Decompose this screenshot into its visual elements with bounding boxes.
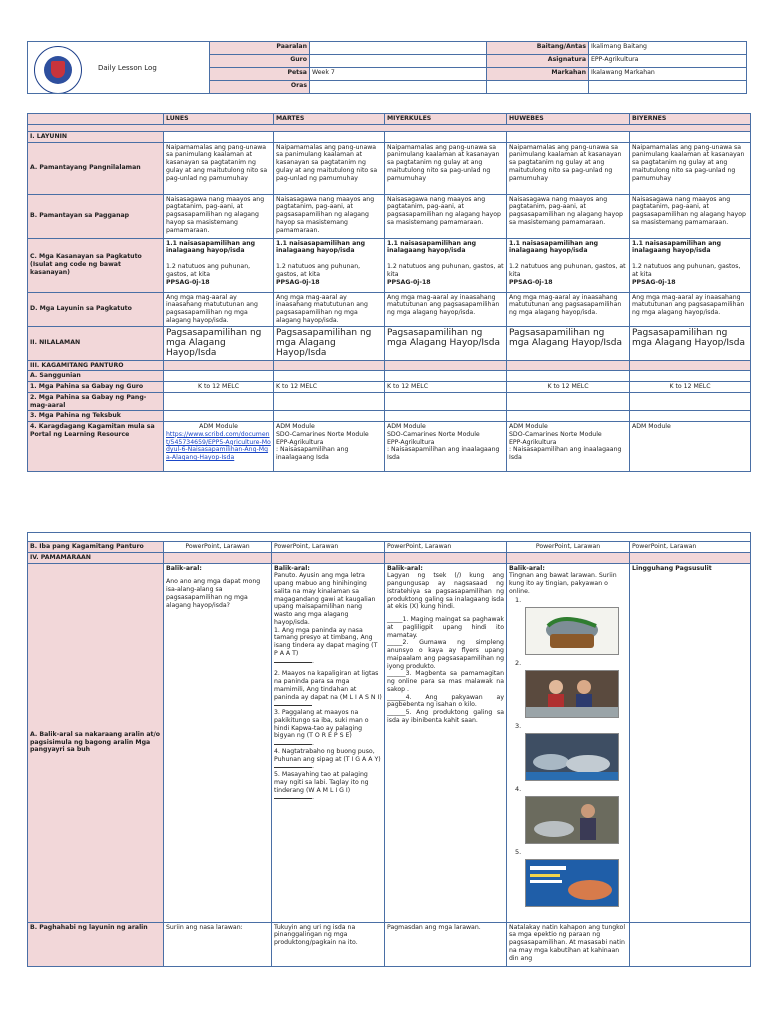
label-petsa: Petsa bbox=[210, 68, 310, 81]
b-miyerkules: Pagmasdan ang mga larawan. bbox=[385, 922, 507, 966]
lunes-resources: ADM Module https://www.scribd.com/document/545734659/EPP5-Agriculture-Modyul-6-Naisasapamilihan-Ang-Mga-Alagang-Hayop-Isda bbox=[164, 422, 274, 472]
paghahabi-label: B. Paghahabi ng layunin ng aralin bbox=[28, 922, 164, 966]
powerpoint-value: PowerPoint, Larawan bbox=[385, 542, 507, 553]
c-cell: 1.1 naisasapamilihan ang inalagaang hayop/isda 1.2 natutuos ang puhunan, gastos, at kita PPSAG-0j-18 bbox=[385, 238, 507, 292]
b-text: Naisasagawa nang maayos ang pagtatanim, pag-aani, at pagsasapamilihan ng alagang hayop sa masistemang pamamaraan. bbox=[164, 194, 274, 238]
value-baitang: Ikalimang Baitang bbox=[589, 42, 747, 55]
iba-kagamitan-label: B. Iba pang Kagamitang Panturo bbox=[28, 542, 164, 553]
vendors-image bbox=[525, 670, 619, 718]
a-text: Naipamamalas ang pang-unawa sa panimulang kaalaman at kasanayan sa pagtatanim ng gulay at ang maitutulong nito sa pag-unlad ng pamumuhay bbox=[164, 142, 274, 194]
nilalaman-text: Pagsasapamilihan ng mga Alagang Hayop/Isda bbox=[507, 326, 630, 360]
label-baitang: Baitang/Antas bbox=[487, 42, 589, 55]
melc-value: K to 12 MELC bbox=[507, 382, 630, 393]
nilalaman-text: Pagsasapamilihan ng mga Alagang Hayop/Isda bbox=[630, 326, 751, 360]
c-cell: 1.1 naisasapamilihan ang inalagaang hayop/isda 1.2 natutuos ang puhunan, gastos, at kita PPSAG-0j-18 bbox=[164, 238, 274, 292]
fish-market-image bbox=[525, 733, 619, 781]
powerpoint-value: PowerPoint, Larawan bbox=[630, 542, 751, 553]
value-asignatura: EPP-Agrikultura bbox=[589, 55, 747, 68]
c-cell: 1.1 naisasapamilihan ang inalagaang hayop/isda 1.2 natutuos ang puhunan, gastos, at kita PPSAG-0j-18 bbox=[630, 238, 751, 292]
nilalaman-text: Pagsasapamilihan ng mga Alagang Hayop/Isda bbox=[164, 326, 274, 360]
powerpoint-value: PowerPoint, Larawan bbox=[272, 542, 385, 553]
pamamaraan-label: IV. PAMAMARAAN bbox=[28, 552, 164, 563]
resources-cell: ADM Module SDO-Camarines Norte Module EPP-Agrikultura : Naisasapamilihan ang inaalagaang Isda bbox=[385, 422, 507, 472]
lunes-balik: Balik-aral: Ano ano ang mga dapat mong isa-alang-alang sa pagsasapamilihan ng mga alagang hayop/isda? bbox=[164, 563, 272, 922]
melc-value: K to 12 MELC bbox=[164, 382, 274, 393]
layunin-label: I. LAYUNIN bbox=[28, 131, 164, 142]
a-text: Naipamamalas ang pang-unawa sa panimulang kaalaman at kasanayan sa pagtatanim ng gulay at ang maitutulong nito sa pag-unlad ng pamumuhay bbox=[630, 142, 751, 194]
d-text: Ang mga mag-aaral ay inaasahang matututunan ang pagsasapamilihan ng mga alagang hayop/isda. bbox=[630, 292, 751, 326]
value-paaralan bbox=[310, 42, 487, 55]
b-text: Naisasagawa nang maayos ang pagtatanim, pag-aani, at pagsasapamilihan ng alagang hayop sa masistemang pamamaraan. bbox=[630, 194, 751, 238]
a-text: Naipamamalas ang pang-unawa sa panimulang kaalaman at kasanayan sa pagtatanim ng gulay at ang maitutulong nito sa pag-unlad ng pamumuhay bbox=[274, 142, 385, 194]
b-huwebes: Natalakay natin kahapon ang tungkol sa mga epektio ng paraan ng pagsasapamilihan. At masasabi natin na may mga kabutihan at kahinaan din ang bbox=[507, 922, 630, 966]
nilalaman-text: Pagsasapamilihan ng mga Alagang Hayop/Isda bbox=[385, 326, 507, 360]
powerpoint-value: PowerPoint, Larawan bbox=[164, 542, 272, 553]
c-cell: 1.1 naisasapamilihan ang inalagaang hayop/isda 1.2 natutuos ang puhunan, gastos, at kita PPSAG-0j-18 bbox=[507, 238, 630, 292]
day-huwebes: HUWEBES bbox=[507, 114, 630, 125]
label-markahan: Markahan bbox=[487, 68, 589, 81]
day-lunes: LUNES bbox=[164, 114, 274, 125]
pamantayan-pagganap-label: B. Pamantayan sa Pagganap bbox=[28, 194, 164, 238]
melc-value: K to 12 MELC bbox=[385, 382, 507, 393]
miyerkules-balik: Balik-aral: Lagyan ng tsek (/) kung ang pangungusap ay nagsasaad ng istratehiya sa pagsasapamilihan ng produktong galing sa inalagaang isda at ekis (X) kung hindi. _____1. Maging maingat sa paghawak at pagliligpit upang hindi ito mamatay. _____2. Gumawa ng simpleng anunsyo o kaya ay flyers upang maipaalam ang pagsasapamilihan ng iyong produkto. ______3. Magbenta sa pamamagitan ng online para sa mas malawak na sakop . ______4. Ang pakyawan ay pagbebenta ng isahan o kilo. ______5. Ang produktong galing sa isda ay ibinibenta kahit saan. bbox=[385, 563, 507, 922]
label-asignatura: Asignatura bbox=[487, 55, 589, 68]
value-guro bbox=[310, 55, 487, 68]
deped-seal-icon bbox=[34, 46, 82, 94]
pamantayang-pangnilalaman-label: A. Pamantayang Pangnilalaman bbox=[28, 142, 164, 194]
b-martes: Tukuyin ang uri ng isda na pinanggalingan ng mga produktong/pagkain na ito. bbox=[272, 922, 385, 966]
melc-value: K to 12 MELC bbox=[274, 382, 385, 393]
value-oras bbox=[310, 81, 487, 94]
d-text: Ang mga mag-aaral ay inaasahang matututunan ang pagsasapamilihan ng mga alagang hayop/isda. bbox=[274, 292, 385, 326]
header-table bbox=[27, 41, 747, 94]
dll-title: Daily Lesson Log bbox=[98, 64, 157, 72]
nilalaman-text: Pagsasapamilihan ng mga Alagang Hayop/Isda bbox=[274, 326, 385, 360]
nilalaman-label: II. NILALAMAN bbox=[28, 326, 164, 360]
label-oras: Oras bbox=[210, 81, 310, 94]
d-text: Ang mga mag-aaral ay inaasahang matututunan ang pagsasapamilihan ng mga alagang hayop/isda. bbox=[164, 292, 274, 326]
b-text: Naisasagawa nang maayos ang pagtatanim, pag-aani, at pagsasapamilihan ng alagang hayop sa masistemang pamamaraan. bbox=[274, 194, 385, 238]
logo-cell bbox=[28, 42, 210, 94]
label-guro: Guro bbox=[210, 55, 310, 68]
melc-value: K to 12 MELC bbox=[630, 382, 751, 393]
day-miyerkules: MIYERKULES bbox=[385, 114, 507, 125]
huwebes-balik: Balik-aral: Tingnan ang bawat larawan. Suriin kung ito ay tingian, pakyawan o online. 1. 2. 3. 4. 5. bbox=[507, 563, 630, 922]
gabay-pang-label: 2. Mga Pahina sa Gabay ng Pang-mag-aaral bbox=[28, 392, 164, 411]
kagamitan-label: III. KAGAMITANG PANTURO bbox=[28, 360, 164, 371]
online-fish-ad-image bbox=[525, 859, 619, 907]
fish-basket-image bbox=[525, 607, 619, 655]
fish-vendor-image bbox=[525, 796, 619, 844]
scribd-link[interactable]: https://www.scribd.com/document/545734659/EPP5-Agriculture-Modyul-6-Naisasapamilihan-Ang-Mga-Alagang-Hayop-Isda bbox=[166, 430, 271, 462]
a-text: Naipamamalas ang pang-unawa sa panimulang kaalaman at kasanayan sa pagtatanim ng gulay at ang maitutulong nito sa pag-unlad ng pamumuhay bbox=[385, 142, 507, 194]
sanggunian-label: A. Sanggunian bbox=[28, 371, 164, 382]
label-paaralan: Paaralan bbox=[210, 42, 310, 55]
day-biyernes: BIYERNES bbox=[630, 114, 751, 125]
value-petsa: Week 7 bbox=[310, 68, 487, 81]
gabay-guro-label: 1. Mga Pahina sa Gabay ng Guro bbox=[28, 382, 164, 393]
karagdagan-label: 4. Karagdagang Kagamitan mula sa Portal ng Learning Resource bbox=[28, 422, 164, 472]
lesson-table-part2 bbox=[27, 532, 751, 967]
value-markahan: Ikalawang Markahan bbox=[589, 68, 747, 81]
layunin-pagkatuto-label: D. Mga Layunin sa Pagkatuto bbox=[28, 292, 164, 326]
a-text: Naipamamalas ang pang-unawa sa panimulang kaalaman at kasanayan sa pagtatanim ng gulay at ang maitutulong nito sa pag-unlad ng pamumuhay bbox=[507, 142, 630, 194]
teksbuk-label: 3. Mga Pahina ng Teksbuk bbox=[28, 411, 164, 422]
c-cell: 1.1 naisasapamilihan ang inalagaang hayop/isda 1.2 natutuos ang puhunan, gastos, at kita PPSAG-0j-18 bbox=[274, 238, 385, 292]
b-lunes: Suriin ang nasa larawan: bbox=[164, 922, 272, 966]
kasanayan-label: C. Mga Kasanayan sa Pagkatuto (Isulat ang code ng bawat kasanayan) bbox=[28, 238, 164, 292]
linggohang-pagsusulit: Lingguhang Pagsusulit bbox=[630, 563, 751, 922]
lesson-table-part1 bbox=[27, 113, 751, 472]
b-text: Naisasagawa nang maayos ang pagtatanim, pag-aani, at pagsasapamilihan ng alagang hayop sa masistemang pamamaraan. bbox=[507, 194, 630, 238]
resources-cell: ADM Module SDO-Camarines Norte Module EPP-Agrikultura : Naisasapamilihan ang inaalagaang Isda bbox=[274, 422, 385, 472]
day-martes: MARTES bbox=[274, 114, 385, 125]
resources-cell: ADM Module SDO-Camarines Norte Module EPP-Agrikultura : Naisasapamilihan ang inaalagaang Isda bbox=[507, 422, 630, 472]
martes-balik: Balik-aral: Panuto. Ayusin ang mga letra upang mabuo ang hinihinging salita na may kinalaman sa magagandang gawi at kaugalian upang maisapamilihan nang wasto ang mga alagang hayop/isda. 1. Ang mga paninda ay nasa tamang presyo at timbang, Ang isang tindera ay dapat maging (T P A A T) . 2. Maayos na kapaligiran at ligtas na paninda para sa mga mamimili, Ang tindahan at paninda ay dapat na (M L I A S N I) 3. Paggalang at maayos na pakikitungo sa iba, suki man o hindi Kapwa-tao ay palaging bigyan ng (T O R E P S E) . 4. Nagtatrabaho ng buong puso, Puhunan ang sipag at (T I G A A Y) . 5. Masayahing tao at palaging may ngiti sa labi. Taglay ito ng tinderang (W A M L I G I) . bbox=[272, 563, 385, 922]
powerpoint-value: PowerPoint, Larawan bbox=[507, 542, 630, 553]
d-text: Ang mga mag-aaral ay inaasahang matututunan ang pagsasapamilihan ng mga alagang hayop/isda. bbox=[507, 292, 630, 326]
b-text: Naisasagawa nang maayos ang pagtatanim, pag-aani, at pagsasapamilihan ng alagang hayop sa masistemang pamamaraan. bbox=[385, 194, 507, 238]
d-text: Ang mga mag-aaral ay inaasahang matututunan ang pagsasapamilihan ng mga alagang hayop/isda. bbox=[385, 292, 507, 326]
resources-cell: ADM Module bbox=[630, 422, 751, 472]
balik-aral-label: A. Balik-aral sa nakaraang aralin at/o pagsisimula ng bagong aralin Mga pangyayri sa buh bbox=[28, 563, 164, 922]
